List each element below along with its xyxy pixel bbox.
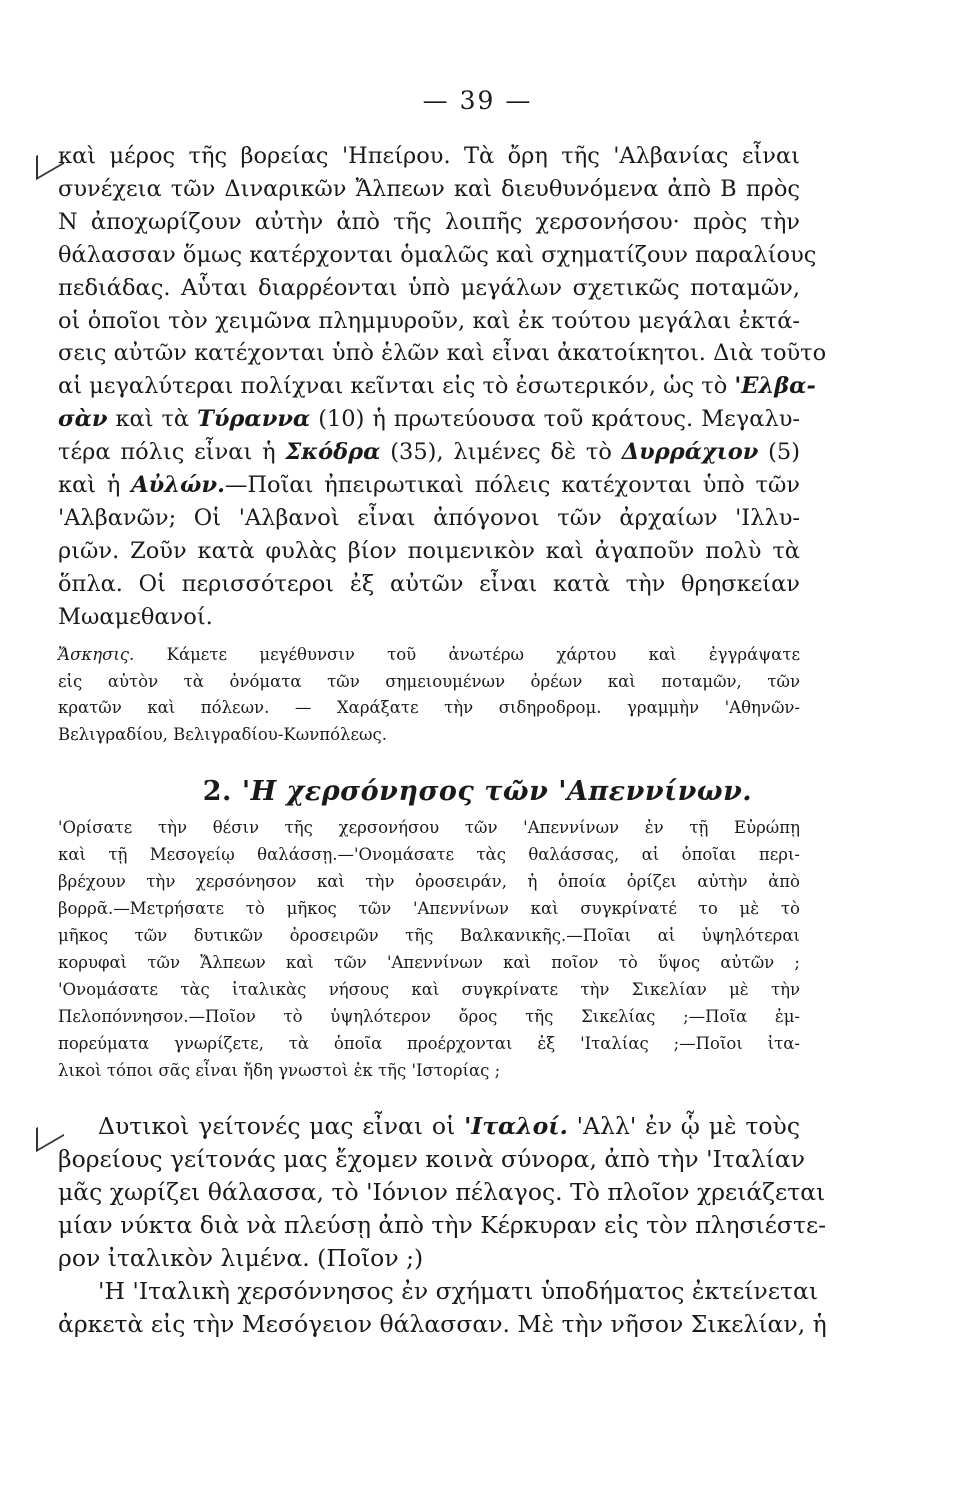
place-name-shkodra: Σκόδρα: [285, 439, 381, 466]
text-line: μῆκος τῶν δυτικῶν ὀροσειρῶν τῆς Βαλκανικῆς.—Ποῖαι αἱ ὑψηλότεραι: [58, 926, 800, 945]
text-line: καὶ τῇ Μεσογείῳ θαλάσσῃ.—'Ονομάσατε τὰς θαλάσσας, αἱ ὁποῖαι περι-: [58, 845, 800, 864]
text-line: 'Η 'Ιταλικὴ χερσόννησος ἐν σχήματι ὑποδήματος ἐκτείνεται: [98, 1277, 819, 1305]
text-line: 'Ονομάσατε τὰς ἰταλικὰς νήσους καὶ συγκρίνατε τὴν Σικελίαν μὲ τὴν: [58, 980, 800, 999]
text-line: 'Αλβανῶν; Οἱ 'Αλβανοὶ εἶναι ἀπόγονοι τῶν ἀρχαίων 'Ιλλυ-: [58, 504, 800, 531]
text-line: κορυφαὶ τῶν Ἄλπεων καὶ τῶν 'Απεννίνων καὶ ποῖον τὸ ὕψος αὐτῶν ;: [58, 953, 800, 972]
place-name-tirana: Τύραννα: [197, 406, 311, 433]
exercise-block: [58, 642, 800, 748]
exercise-label: Ἄσκησις.: [58, 645, 135, 664]
text-line: λικοὶ τόποι σᾶς εἶναι ἤδη γνωστοὶ ἐκ τῆς 'Ιστορίας ;: [58, 1061, 501, 1080]
text-line: καὶ μέρος τῆς βορείας 'Ηπείρου. Τὰ ὄρη τῆς 'Αλβανίας εἶναι: [58, 143, 800, 169]
paragraph-italy: [58, 1110, 827, 1341]
text-line: βορρᾶ.—Μετρήσατε τὸ μῆκος τῶν 'Απεννίνων καὶ συγκρίνατέ το μὲ τὸ: [58, 899, 800, 918]
text-line: πεδιάδας. Αὗται διαρρέονται ὑπὸ μεγάλων σχετικῶς ποταμῶν,: [58, 274, 800, 301]
text-line: ἀρκετὰ εἰς τὴν Μεσόγειον θάλασσαν. Μὲ τὴν νῆσον Σικελίαν, ἡ: [58, 1310, 827, 1338]
place-name-vlora: Αὐλών.: [131, 472, 225, 499]
text-line: Πελοπόννησον.—Ποῖον τὸ ὑψηλότερον ὄρος τῆς Σικελίας ;—Ποῖα ἐμ-: [58, 1007, 800, 1026]
section-heading: 2. 'Η χερσόνησος τῶν 'Απεννίνων.: [202, 776, 753, 807]
text-line: ριῶν. Ζοῦν κατὰ φυλὰς βίον ποιμενικὸν καὶ ἀγαποῦν πολὺ τὰ: [58, 537, 800, 564]
text-line: Ν ἀποχωρίζουν αὐτὴν ἀπὸ τῆς λοιπῆς χερσονήσου· πρὸς τὴν: [58, 208, 800, 235]
text-line: ὅπλα. Οἱ περισσότεροι ἐξ αὐτῶν εἶναι κατὰ τὴν θρησκείαν: [58, 570, 800, 597]
text-line: Μωαμεθανοί.: [58, 603, 213, 630]
text-line: θάλασσαν ὅμως κατέρχονται ὁμαλῶς καὶ σχηματίζουν παραλίους: [58, 241, 817, 268]
text-line: κρατῶν καὶ πόλεων. — Χαράξατε τὴν σιδηροδρομ. γραμμὴν 'Αθηνῶν-: [58, 698, 800, 717]
text-line: ρον ἰταλικὸν λιμένα. (Ποῖον ;): [58, 1244, 424, 1272]
place-name-durres: Δυρράχιον: [621, 439, 759, 466]
text-line: μίαν νύκτα διὰ νὰ πλεύσῃ ἀπὸ τὴν Κέρκυραν εἰς τὸν πλησιέστε-: [58, 1211, 827, 1239]
paragraph-albania: [58, 140, 827, 634]
text-line: Δυτικοὶ γείτονές μας εἶναι οἱ 'Ιταλοί. 'Αλλ' ἐν ᾧ μὲ τοὺς: [98, 1112, 800, 1140]
text-line: σεις αὐτῶν κατέχονται ὑπὸ ἑλῶν καὶ εἶναι ἀκατοίκητοι. Διὰ τοῦτο: [58, 340, 827, 367]
text-line: συνέχεια τῶν Διναρικῶν Ἄλπεων καὶ διευθυνόμενα ἀπὸ Β πρὸς: [58, 175, 800, 202]
text-line: οἱ ὁποῖοι τὸν χειμῶνα πλημμυροῦν, καὶ ἐκ τούτου μεγάλαι ἐκτά-: [58, 307, 800, 334]
text-line: αἱ μεγαλύτεραι πολίχναι κεῖνται εἰς τὸ ἐσωτερικόν, ὡς τὸ 'Ελβα-: [58, 373, 816, 400]
text-line: 'Ορίσατε τὴν θέσιν τῆς χερσονήσου τῶν 'Απεννίνων ἐν τῇ Εὐρώπῃ: [58, 818, 800, 837]
place-name-elbasan: 'Ελβα-: [734, 373, 816, 400]
text-line: εἰς αὐτὸν τὰ ὀνόματα τῶν σημειουμένων ὀρέων καὶ ποταμῶν, τῶν: [58, 671, 800, 691]
text-line: βορείους γείτονάς μας ἔχομεν κοινὰ σύνορα, ἀπὸ τὴν 'Ιταλίαν: [58, 1145, 806, 1173]
questions-block: [58, 814, 800, 1084]
text-line: καὶ ἡ Αὐλών.—Ποῖαι ἠπειρωτικαὶ πόλεις κατέχονται ὑπὸ τῶν: [58, 472, 800, 499]
people-name-italians: 'Ιταλοί.: [464, 1112, 568, 1140]
text-line: βρέχουν τὴν χερσόνησον καὶ τὴν ὀροσειράν, ἡ ὁποία ὁρίζει αὐτὴν ἀπὸ: [58, 872, 800, 891]
text-line: τέρα πόλις εἶναι ἡ Σκόδρα (35), λιμένες δὲ τὸ Δυρράχιον (5): [58, 439, 800, 466]
page-number: — 39 —: [422, 86, 533, 115]
text-line: Ἄσκησις. Κάμετε μεγέθυνσιν τοῦ ἀνωτέρω χάρτου καὶ ἐγγράψατε: [58, 645, 800, 664]
text-line: Βελιγραδίου, Βελιγραδίου-Κωνπόλεως.: [58, 724, 387, 744]
text-line: πορεύματα γνωρίζετε, τὰ ὁποῖα προέρχονται ἐξ 'Ιταλίας ;—Ποῖοι ἰτα-: [58, 1034, 800, 1053]
text-line: σὰν καὶ τὰ Τύραννα (10) ἡ πρωτεύουσα τοῦ κράτους. Μεγαλυ-: [58, 406, 800, 433]
text-line: μᾶς χωρίζει θάλασσα, τὸ 'Ιόνιον πέλαγος. Τὸ πλοῖον χρειάζεται: [58, 1178, 826, 1206]
